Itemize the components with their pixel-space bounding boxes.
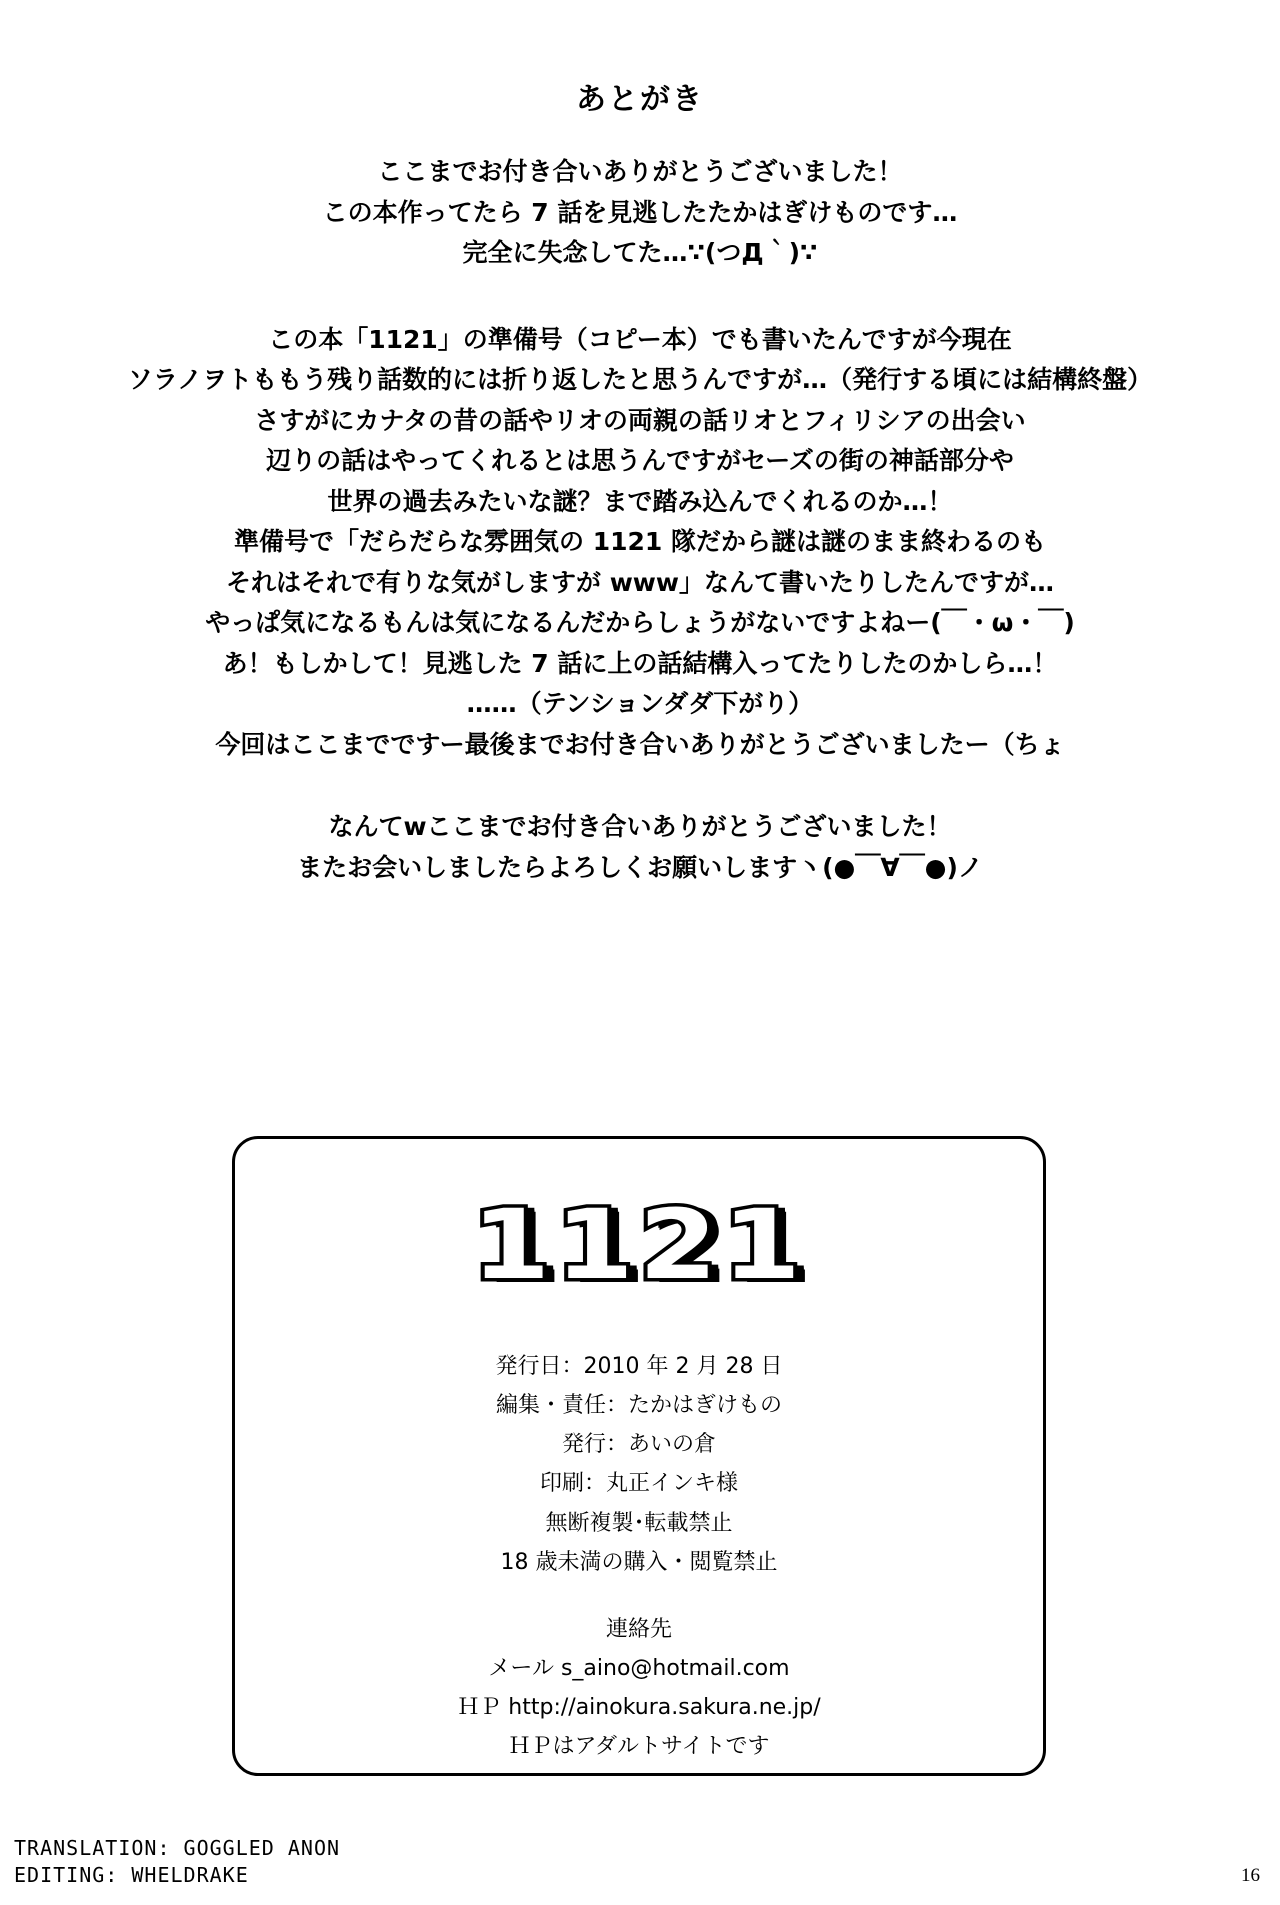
logo-wrap <box>235 1189 1043 1301</box>
scanlation-credits <box>14 1835 340 1889</box>
contact-homepage: ＨＰ http://ainokura.sakura.ne.jp/ <box>457 1695 821 1721</box>
colophon-details <box>235 1347 1043 1582</box>
afterword-paragraph-2 <box>0 320 1280 766</box>
afterword-line: ソラノヲトももう残り話数的には折り返したと思うんですが…（発行する頃には結構終盤） <box>127 365 1153 394</box>
colophon-line: 無断複製･転載禁止 <box>545 1510 733 1536</box>
afterword-line: 辺りの話はやってくれるとは思うんですがセーズの街の神話部分や <box>266 446 1014 475</box>
afterword-line: 準備号で「だらだらな雰囲気の 1121 隊だから謎は謎のまま終わるのも <box>234 527 1046 556</box>
colophon-line: 18 歳未満の購入・閲覧禁止 <box>500 1549 778 1575</box>
afterword-paragraph-3 <box>0 807 1280 888</box>
page-number: 16 <box>1241 1865 1260 1886</box>
afterword-line: 完全に失念してた…∵(つД｀)∵ <box>462 238 818 267</box>
afterword-line: またお会いしましたらよろしくお願いします丶(●￣∀￣●)ノ <box>297 852 983 882</box>
afterword-title: あとがき <box>576 82 704 117</box>
colophon-box <box>232 1136 1046 1776</box>
colophon-line: 編集・責任：たかはぎけもの <box>495 1393 782 1419</box>
afterword-line: ここまでお付き合いありがとうございました！ <box>377 157 903 186</box>
colophon-line: 印刷：丸正インキ様 <box>539 1471 738 1497</box>
afterword-line: この本「1121」の準備号（コピー本）でも書いたんですが今現在 <box>268 324 1012 354</box>
afterword-line: 世界の過去みたいな謎？まで踏み込んでくれるのか…！ <box>327 486 953 516</box>
contact-notice: ＨＰはアダルトサイトです <box>508 1734 770 1760</box>
afterword-line: ……（テンションダダ下がり） <box>466 689 814 718</box>
contact-email: メール s_aino@hotmail.com <box>488 1656 790 1682</box>
translation-credit: TRANSLATION: GOGGLED ANON <box>14 1836 341 1860</box>
circle-logo: 1121 <box>471 1189 807 1301</box>
afterword-line: この本作ってたら 7 話を見逃したたかはぎけものです… <box>322 197 958 227</box>
editing-credit: EDITING: WHELDRAKE <box>14 1863 249 1887</box>
afterword-line: なんてwここまでお付き合いありがとうございました！ <box>328 812 952 841</box>
afterword-line: 今回はここまでですー最後までお付き合いありがとうございましたー（ちょ <box>215 729 1065 759</box>
afterword-line: あ！もしかして！見逃した 7 話に上の話結構入ってたりしたのかしら…！ <box>222 648 1058 678</box>
afterword-line: やっぱ気になるもんは気になるんだからしょうがないですよねー(￣・ω・￣) <box>205 608 1075 637</box>
colophon-line: 発行：あいの倉 <box>561 1432 716 1458</box>
colophon-line: 発行日：2010 年 2 月 28 日 <box>495 1354 783 1379</box>
contact-details <box>235 1610 1043 1767</box>
contact-heading: 連絡先 <box>605 1616 672 1642</box>
afterword-paragraph-1 <box>0 152 1280 274</box>
doujinshi-afterword-page <box>0 74 1280 1905</box>
afterword-line: それはそれで有りな気がしますが www」なんて書いたりしたんですが… <box>226 567 1054 597</box>
afterword-line: さすがにカナタの昔の話やリオの両親の話リオとフィリシアの出会い <box>254 405 1026 435</box>
